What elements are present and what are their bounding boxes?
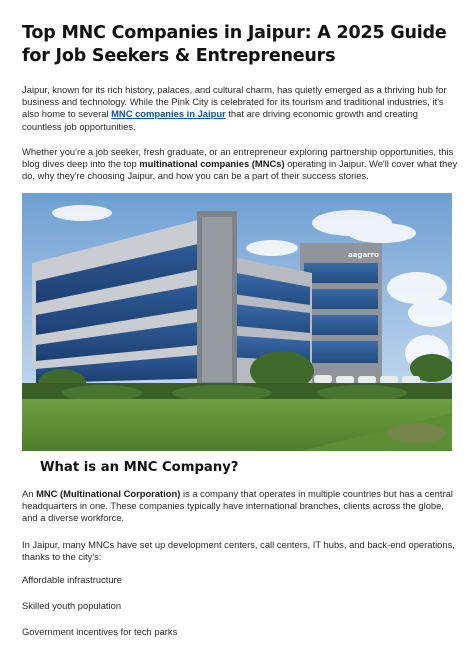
- intro-paragraph: [22, 84, 458, 133]
- definition-bold-term: MNC (Multinational Corporation): [36, 488, 181, 499]
- mnc-definition-paragraph: [22, 488, 458, 525]
- mnc-companies-link[interactable]: MNC companies in Jaipur: [111, 108, 226, 120]
- list-item: Affordable infrastructure: [22, 574, 122, 585]
- overview-bold-term: multinational companies (MNCs): [139, 158, 285, 170]
- intro-text-start: Jaipur, known for its rich history, palaces, and cultural charm, has quietly emerged as a thriving hub for business and technology. While the Pink City is celebrated for its tourism and traditional industries, it's also home to several: [22, 84, 447, 120]
- section-heading: What is an MNC Company?: [40, 460, 239, 475]
- list-item: Government incentives for tech parks: [22, 626, 178, 637]
- intro-text-end: that are driving economic growth and creating countless job opportunities.: [22, 108, 419, 132]
- overview-text-end: operating in Jaipur. We'll cover what they do, why they're choosing Jaipur, and how you can be a part of their success stories.: [22, 158, 458, 182]
- page-title: Top MNC Companies in Jaipur: A 2025 Guide for Job Seekers & Entrepreneurs: [22, 23, 447, 66]
- definition-text-end: is a company that operates in multiple countries but has a central headquarters in one. These companies typically have international branches, clients across the globe, and a diverse workforce.: [22, 488, 453, 524]
- overview-text-start: Whether you're a job seeker, fresh graduate, or an entrepreneur exploring partnership opportunities, this blog dives deep into the top: [22, 146, 454, 170]
- definition-text-start: An: [22, 488, 37, 499]
- building-sign: aagarro: [348, 251, 379, 259]
- overview-paragraph: [22, 146, 458, 183]
- office-building-photo: [22, 193, 452, 451]
- jaipur-mnc-paragraph: In Jaipur, many MNCs have set up development centers, call centers, IT hubs, and back-end operations, thanks to the city's:: [22, 539, 455, 563]
- list-item: Skilled youth population: [22, 600, 122, 611]
